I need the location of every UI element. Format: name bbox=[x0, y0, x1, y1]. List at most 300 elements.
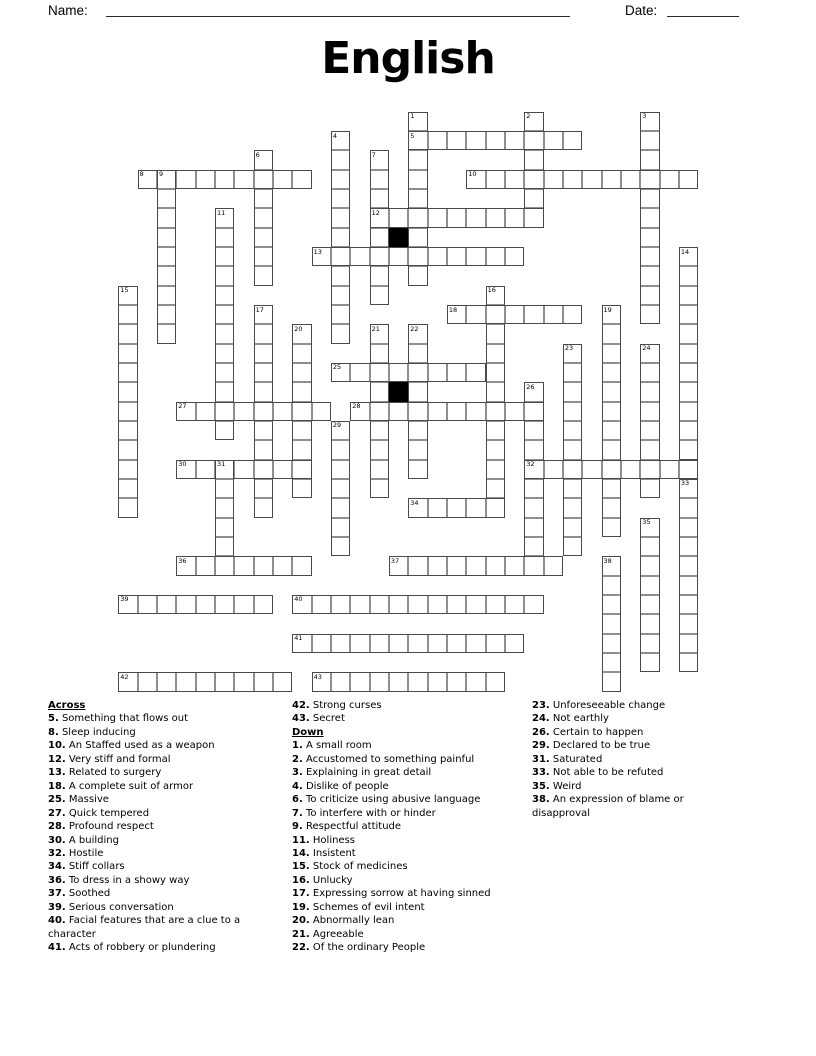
crossword-cell[interactable] bbox=[466, 672, 485, 691]
crossword-cell[interactable] bbox=[640, 634, 659, 653]
crossword-cell[interactable] bbox=[157, 324, 176, 343]
crossword-cell[interactable] bbox=[466, 498, 485, 517]
crossword-cell[interactable] bbox=[118, 363, 137, 382]
crossword-cell[interactable] bbox=[486, 479, 505, 498]
crossword-cell[interactable] bbox=[466, 556, 485, 575]
crossword-cell[interactable] bbox=[157, 189, 176, 208]
crossword-cell[interactable] bbox=[563, 363, 582, 382]
crossword-cell[interactable] bbox=[138, 672, 157, 691]
crossword-cell[interactable] bbox=[370, 595, 389, 614]
crossword-cell[interactable] bbox=[292, 556, 311, 575]
crossword-cell[interactable] bbox=[679, 363, 698, 382]
crossword-cell[interactable] bbox=[486, 634, 505, 653]
crossword-cell[interactable] bbox=[544, 460, 563, 479]
crossword-cell[interactable] bbox=[602, 402, 621, 421]
crossword-cell[interactable] bbox=[215, 266, 234, 285]
crossword-cell[interactable] bbox=[640, 228, 659, 247]
crossword-cell[interactable] bbox=[350, 363, 369, 382]
crossword-cell[interactable] bbox=[389, 672, 408, 691]
crossword-cell[interactable] bbox=[486, 672, 505, 691]
crossword-cell[interactable] bbox=[640, 576, 659, 595]
crossword-cell[interactable] bbox=[370, 672, 389, 691]
crossword-cell[interactable] bbox=[331, 247, 350, 266]
crossword-cell[interactable] bbox=[563, 460, 582, 479]
crossword-cell[interactable] bbox=[640, 653, 659, 672]
crossword-cell[interactable] bbox=[602, 479, 621, 498]
crossword-cell[interactable] bbox=[331, 440, 350, 459]
crossword-cell[interactable] bbox=[408, 440, 427, 459]
crossword-cell[interactable] bbox=[215, 402, 234, 421]
crossword-cell[interactable] bbox=[428, 402, 447, 421]
crossword-cell[interactable] bbox=[350, 595, 369, 614]
crossword-cell[interactable] bbox=[524, 537, 543, 556]
crossword-cell[interactable] bbox=[292, 479, 311, 498]
crossword-cell[interactable] bbox=[350, 672, 369, 691]
crossword-cell[interactable] bbox=[524, 556, 543, 575]
crossword-cell[interactable] bbox=[176, 672, 195, 691]
crossword-cell[interactable] bbox=[602, 653, 621, 672]
crossword-cell[interactable] bbox=[118, 479, 137, 498]
crossword-cell[interactable] bbox=[176, 595, 195, 614]
crossword-cell[interactable] bbox=[408, 189, 427, 208]
crossword-cell[interactable] bbox=[679, 170, 698, 189]
crossword-cell[interactable] bbox=[602, 518, 621, 537]
crossword-cell[interactable] bbox=[640, 189, 659, 208]
crossword-cell[interactable] bbox=[157, 208, 176, 227]
crossword-cell[interactable] bbox=[273, 460, 292, 479]
crossword-cell[interactable] bbox=[389, 208, 408, 227]
crossword-cell[interactable] bbox=[370, 634, 389, 653]
crossword-cell[interactable] bbox=[486, 440, 505, 459]
crossword-cell[interactable] bbox=[640, 614, 659, 633]
crossword-cell[interactable] bbox=[602, 634, 621, 653]
crossword-cell[interactable] bbox=[350, 634, 369, 653]
crossword-cell[interactable] bbox=[582, 460, 601, 479]
crossword-cell[interactable] bbox=[370, 421, 389, 440]
crossword-cell[interactable] bbox=[524, 189, 543, 208]
crossword-cell[interactable] bbox=[389, 363, 408, 382]
crossword-cell[interactable] bbox=[602, 170, 621, 189]
crossword-cell[interactable] bbox=[640, 170, 659, 189]
crossword-cell[interactable] bbox=[273, 672, 292, 691]
crossword-cell[interactable] bbox=[486, 460, 505, 479]
crossword-cell[interactable] bbox=[331, 286, 350, 305]
crossword-cell[interactable] bbox=[582, 170, 601, 189]
crossword-cell[interactable] bbox=[679, 266, 698, 285]
crossword-cell[interactable] bbox=[215, 363, 234, 382]
crossword-cell[interactable] bbox=[640, 131, 659, 150]
crossword-cell[interactable] bbox=[602, 344, 621, 363]
crossword-cell[interactable] bbox=[196, 402, 215, 421]
crossword-cell[interactable] bbox=[679, 614, 698, 633]
crossword-cell[interactable] bbox=[447, 595, 466, 614]
crossword-cell[interactable] bbox=[138, 595, 157, 614]
crossword-cell[interactable] bbox=[466, 208, 485, 227]
crossword-cell[interactable] bbox=[640, 460, 659, 479]
crossword-cell[interactable] bbox=[389, 595, 408, 614]
crossword-cell[interactable] bbox=[486, 498, 505, 517]
crossword-cell[interactable] bbox=[157, 247, 176, 266]
crossword-cell[interactable] bbox=[466, 247, 485, 266]
crossword-cell[interactable] bbox=[486, 382, 505, 401]
crossword-cell[interactable] bbox=[447, 363, 466, 382]
crossword-cell[interactable] bbox=[408, 421, 427, 440]
crossword-cell[interactable] bbox=[234, 170, 253, 189]
crossword-cell[interactable] bbox=[679, 498, 698, 517]
crossword-cell[interactable] bbox=[254, 189, 273, 208]
crossword-cell[interactable] bbox=[331, 170, 350, 189]
crossword-cell[interactable] bbox=[486, 556, 505, 575]
crossword-cell[interactable] bbox=[292, 344, 311, 363]
crossword-cell[interactable] bbox=[563, 170, 582, 189]
crossword-cell[interactable] bbox=[254, 344, 273, 363]
crossword-cell[interactable] bbox=[254, 170, 273, 189]
crossword-cell[interactable] bbox=[563, 498, 582, 517]
crossword-cell[interactable] bbox=[505, 595, 524, 614]
crossword-cell[interactable] bbox=[196, 170, 215, 189]
crossword-cell[interactable] bbox=[524, 208, 543, 227]
crossword-cell[interactable] bbox=[640, 266, 659, 285]
crossword-cell[interactable] bbox=[602, 382, 621, 401]
crossword-cell[interactable] bbox=[544, 131, 563, 150]
crossword-cell[interactable] bbox=[505, 402, 524, 421]
crossword-cell[interactable] bbox=[234, 595, 253, 614]
crossword-cell[interactable] bbox=[486, 344, 505, 363]
crossword-cell[interactable] bbox=[640, 305, 659, 324]
crossword-cell[interactable] bbox=[640, 556, 659, 575]
crossword-cell[interactable] bbox=[331, 634, 350, 653]
crossword-cell[interactable] bbox=[505, 170, 524, 189]
crossword-cell[interactable] bbox=[679, 460, 698, 479]
crossword-cell[interactable] bbox=[370, 460, 389, 479]
crossword-cell[interactable] bbox=[621, 170, 640, 189]
crossword-cell[interactable] bbox=[486, 170, 505, 189]
crossword-cell[interactable] bbox=[679, 556, 698, 575]
crossword-cell[interactable] bbox=[196, 556, 215, 575]
crossword-cell[interactable] bbox=[524, 498, 543, 517]
crossword-cell[interactable] bbox=[505, 634, 524, 653]
crossword-cell[interactable] bbox=[254, 556, 273, 575]
crossword-cell[interactable] bbox=[524, 421, 543, 440]
crossword-cell[interactable] bbox=[370, 363, 389, 382]
crossword-cell[interactable] bbox=[408, 634, 427, 653]
crossword-cell[interactable] bbox=[679, 518, 698, 537]
crossword-cell[interactable] bbox=[331, 305, 350, 324]
crossword-cell[interactable] bbox=[486, 305, 505, 324]
crossword-cell[interactable] bbox=[524, 402, 543, 421]
crossword-cell[interactable] bbox=[331, 460, 350, 479]
crossword-cell[interactable] bbox=[524, 150, 543, 169]
crossword-cell[interactable] bbox=[466, 595, 485, 614]
crossword-cell[interactable] bbox=[602, 440, 621, 459]
crossword-cell[interactable] bbox=[254, 440, 273, 459]
crossword-cell[interactable] bbox=[118, 382, 137, 401]
crossword-cell[interactable] bbox=[215, 382, 234, 401]
crossword-cell[interactable] bbox=[679, 344, 698, 363]
crossword-cell[interactable] bbox=[679, 324, 698, 343]
crossword-cell[interactable] bbox=[215, 556, 234, 575]
crossword-cell[interactable] bbox=[544, 556, 563, 575]
crossword-cell[interactable] bbox=[215, 537, 234, 556]
crossword-cell[interactable] bbox=[312, 634, 331, 653]
crossword-cell[interactable] bbox=[428, 595, 447, 614]
crossword-cell[interactable] bbox=[370, 170, 389, 189]
crossword-cell[interactable] bbox=[563, 518, 582, 537]
crossword-cell[interactable] bbox=[331, 266, 350, 285]
crossword-cell[interactable] bbox=[486, 131, 505, 150]
crossword-cell[interactable] bbox=[215, 286, 234, 305]
crossword-cell[interactable] bbox=[254, 324, 273, 343]
crossword-cell[interactable] bbox=[544, 305, 563, 324]
crossword-cell[interactable] bbox=[428, 247, 447, 266]
crossword-cell[interactable] bbox=[370, 247, 389, 266]
crossword-cell[interactable] bbox=[466, 131, 485, 150]
crossword-cell[interactable] bbox=[466, 402, 485, 421]
crossword-cell[interactable] bbox=[640, 537, 659, 556]
crossword-cell[interactable] bbox=[370, 189, 389, 208]
crossword-cell[interactable] bbox=[215, 498, 234, 517]
crossword-cell[interactable] bbox=[486, 324, 505, 343]
crossword-cell[interactable] bbox=[254, 402, 273, 421]
crossword-cell[interactable] bbox=[331, 208, 350, 227]
crossword-cell[interactable] bbox=[640, 382, 659, 401]
crossword-cell[interactable] bbox=[370, 266, 389, 285]
crossword-cell[interactable] bbox=[370, 286, 389, 305]
crossword-cell[interactable] bbox=[312, 595, 331, 614]
crossword-cell[interactable] bbox=[408, 344, 427, 363]
crossword-cell[interactable] bbox=[544, 170, 563, 189]
crossword-cell[interactable] bbox=[486, 208, 505, 227]
crossword-cell[interactable] bbox=[640, 479, 659, 498]
crossword-cell[interactable] bbox=[505, 305, 524, 324]
crossword-cell[interactable] bbox=[254, 672, 273, 691]
crossword-cell[interactable] bbox=[524, 305, 543, 324]
crossword-cell[interactable] bbox=[563, 305, 582, 324]
crossword-cell[interactable] bbox=[331, 479, 350, 498]
crossword-cell[interactable] bbox=[447, 498, 466, 517]
crossword-cell[interactable] bbox=[273, 170, 292, 189]
crossword-cell[interactable] bbox=[660, 170, 679, 189]
crossword-cell[interactable] bbox=[408, 672, 427, 691]
crossword-cell[interactable] bbox=[505, 131, 524, 150]
crossword-cell[interactable] bbox=[486, 363, 505, 382]
crossword-cell[interactable] bbox=[292, 460, 311, 479]
crossword-cell[interactable] bbox=[602, 421, 621, 440]
crossword-cell[interactable] bbox=[428, 131, 447, 150]
crossword-cell[interactable] bbox=[679, 595, 698, 614]
crossword-cell[interactable] bbox=[640, 150, 659, 169]
crossword-cell[interactable] bbox=[292, 440, 311, 459]
crossword-cell[interactable] bbox=[254, 363, 273, 382]
crossword-cell[interactable] bbox=[602, 460, 621, 479]
crossword-cell[interactable] bbox=[331, 324, 350, 343]
crossword-cell[interactable] bbox=[524, 479, 543, 498]
crossword-cell[interactable] bbox=[563, 131, 582, 150]
crossword-cell[interactable] bbox=[428, 498, 447, 517]
crossword-cell[interactable] bbox=[408, 363, 427, 382]
crossword-cell[interactable] bbox=[408, 382, 427, 401]
crossword-cell[interactable] bbox=[331, 498, 350, 517]
crossword-cell[interactable] bbox=[254, 266, 273, 285]
crossword-cell[interactable] bbox=[157, 595, 176, 614]
crossword-cell[interactable] bbox=[331, 189, 350, 208]
crossword-cell[interactable] bbox=[176, 170, 195, 189]
crossword-cell[interactable] bbox=[447, 634, 466, 653]
crossword-cell[interactable] bbox=[679, 402, 698, 421]
crossword-cell[interactable] bbox=[563, 537, 582, 556]
crossword-cell[interactable] bbox=[640, 363, 659, 382]
crossword-cell[interactable] bbox=[118, 460, 137, 479]
crossword-cell[interactable] bbox=[350, 247, 369, 266]
crossword-cell[interactable] bbox=[602, 498, 621, 517]
crossword-cell[interactable] bbox=[660, 460, 679, 479]
crossword-cell[interactable] bbox=[640, 421, 659, 440]
crossword-cell[interactable] bbox=[331, 228, 350, 247]
crossword-cell[interactable] bbox=[428, 634, 447, 653]
crossword-cell[interactable] bbox=[640, 208, 659, 227]
crossword-cell[interactable] bbox=[408, 170, 427, 189]
crossword-cell[interactable] bbox=[292, 382, 311, 401]
crossword-cell[interactable] bbox=[563, 421, 582, 440]
crossword-cell[interactable] bbox=[273, 556, 292, 575]
crossword-cell[interactable] bbox=[157, 228, 176, 247]
crossword-cell[interactable] bbox=[447, 672, 466, 691]
crossword-cell[interactable] bbox=[118, 421, 137, 440]
crossword-cell[interactable] bbox=[408, 208, 427, 227]
crossword-cell[interactable] bbox=[428, 208, 447, 227]
crossword-cell[interactable] bbox=[370, 479, 389, 498]
crossword-cell[interactable] bbox=[118, 305, 137, 324]
crossword-cell[interactable] bbox=[196, 672, 215, 691]
crossword-cell[interactable] bbox=[408, 150, 427, 169]
crossword-cell[interactable] bbox=[389, 634, 408, 653]
crossword-cell[interactable] bbox=[370, 402, 389, 421]
crossword-cell[interactable] bbox=[524, 518, 543, 537]
crossword-cell[interactable] bbox=[563, 402, 582, 421]
crossword-cell[interactable] bbox=[524, 131, 543, 150]
crossword-cell[interactable] bbox=[292, 402, 311, 421]
crossword-cell[interactable] bbox=[157, 672, 176, 691]
crossword-cell[interactable] bbox=[447, 131, 466, 150]
crossword-cell[interactable] bbox=[602, 614, 621, 633]
crossword-cell[interactable] bbox=[505, 208, 524, 227]
crossword-cell[interactable] bbox=[389, 402, 408, 421]
crossword-cell[interactable] bbox=[331, 672, 350, 691]
crossword-cell[interactable] bbox=[447, 247, 466, 266]
crossword-cell[interactable] bbox=[505, 247, 524, 266]
crossword-cell[interactable] bbox=[621, 460, 640, 479]
crossword-cell[interactable] bbox=[679, 537, 698, 556]
crossword-cell[interactable] bbox=[196, 595, 215, 614]
crossword-cell[interactable] bbox=[679, 305, 698, 324]
crossword-cell[interactable] bbox=[389, 247, 408, 266]
crossword-cell[interactable] bbox=[428, 556, 447, 575]
crossword-cell[interactable] bbox=[640, 286, 659, 305]
crossword-cell[interactable] bbox=[486, 402, 505, 421]
crossword-cell[interactable] bbox=[215, 344, 234, 363]
crossword-cell[interactable] bbox=[640, 440, 659, 459]
crossword-cell[interactable] bbox=[215, 518, 234, 537]
crossword-cell[interactable] bbox=[370, 440, 389, 459]
crossword-cell[interactable] bbox=[408, 228, 427, 247]
crossword-cell[interactable] bbox=[602, 672, 621, 691]
crossword-cell[interactable] bbox=[292, 421, 311, 440]
crossword-cell[interactable] bbox=[331, 595, 350, 614]
crossword-cell[interactable] bbox=[679, 421, 698, 440]
crossword-cell[interactable] bbox=[254, 479, 273, 498]
crossword-cell[interactable] bbox=[215, 324, 234, 343]
crossword-cell[interactable] bbox=[370, 228, 389, 247]
crossword-cell[interactable] bbox=[408, 595, 427, 614]
crossword-cell[interactable] bbox=[118, 324, 137, 343]
crossword-cell[interactable] bbox=[524, 170, 543, 189]
crossword-cell[interactable] bbox=[466, 634, 485, 653]
crossword-cell[interactable] bbox=[254, 208, 273, 227]
crossword-cell[interactable] bbox=[254, 382, 273, 401]
crossword-cell[interactable] bbox=[679, 286, 698, 305]
crossword-cell[interactable] bbox=[428, 363, 447, 382]
crossword-cell[interactable] bbox=[563, 479, 582, 498]
crossword-cell[interactable] bbox=[408, 247, 427, 266]
crossword-cell[interactable] bbox=[118, 344, 137, 363]
crossword-cell[interactable] bbox=[602, 324, 621, 343]
crossword-cell[interactable] bbox=[602, 363, 621, 382]
crossword-cell[interactable] bbox=[408, 460, 427, 479]
crossword-cell[interactable] bbox=[408, 556, 427, 575]
crossword-cell[interactable] bbox=[679, 440, 698, 459]
crossword-cell[interactable] bbox=[254, 460, 273, 479]
crossword-cell[interactable] bbox=[466, 363, 485, 382]
crossword-cell[interactable] bbox=[640, 247, 659, 266]
crossword-cell[interactable] bbox=[679, 653, 698, 672]
crossword-cell[interactable] bbox=[234, 460, 253, 479]
crossword-cell[interactable] bbox=[602, 595, 621, 614]
crossword-cell[interactable] bbox=[640, 595, 659, 614]
crossword-cell[interactable] bbox=[215, 672, 234, 691]
crossword-cell[interactable] bbox=[331, 518, 350, 537]
crossword-cell[interactable] bbox=[254, 595, 273, 614]
crossword-cell[interactable] bbox=[254, 247, 273, 266]
crossword-cell[interactable] bbox=[292, 170, 311, 189]
crossword-cell[interactable] bbox=[602, 576, 621, 595]
crossword-cell[interactable] bbox=[273, 402, 292, 421]
crossword-cell[interactable] bbox=[215, 305, 234, 324]
crossword-cell[interactable] bbox=[157, 286, 176, 305]
crossword-cell[interactable] bbox=[254, 421, 273, 440]
crossword-cell[interactable] bbox=[447, 556, 466, 575]
crossword-cell[interactable] bbox=[524, 440, 543, 459]
crossword-cell[interactable] bbox=[331, 150, 350, 169]
crossword-cell[interactable] bbox=[505, 556, 524, 575]
crossword-cell[interactable] bbox=[640, 402, 659, 421]
crossword-cell[interactable] bbox=[408, 402, 427, 421]
crossword-cell[interactable] bbox=[428, 672, 447, 691]
crossword-cell[interactable] bbox=[563, 440, 582, 459]
crossword-cell[interactable] bbox=[486, 247, 505, 266]
crossword-cell[interactable] bbox=[292, 363, 311, 382]
crossword-cell[interactable] bbox=[447, 402, 466, 421]
crossword-cell[interactable] bbox=[215, 228, 234, 247]
crossword-cell[interactable] bbox=[679, 576, 698, 595]
crossword-cell[interactable] bbox=[370, 344, 389, 363]
crossword-cell[interactable] bbox=[679, 382, 698, 401]
crossword-cell[interactable] bbox=[157, 305, 176, 324]
crossword-cell[interactable] bbox=[234, 556, 253, 575]
crossword-cell[interactable] bbox=[118, 440, 137, 459]
crossword-cell[interactable] bbox=[118, 498, 137, 517]
crossword-cell[interactable] bbox=[370, 382, 389, 401]
crossword-cell[interactable] bbox=[312, 402, 331, 421]
